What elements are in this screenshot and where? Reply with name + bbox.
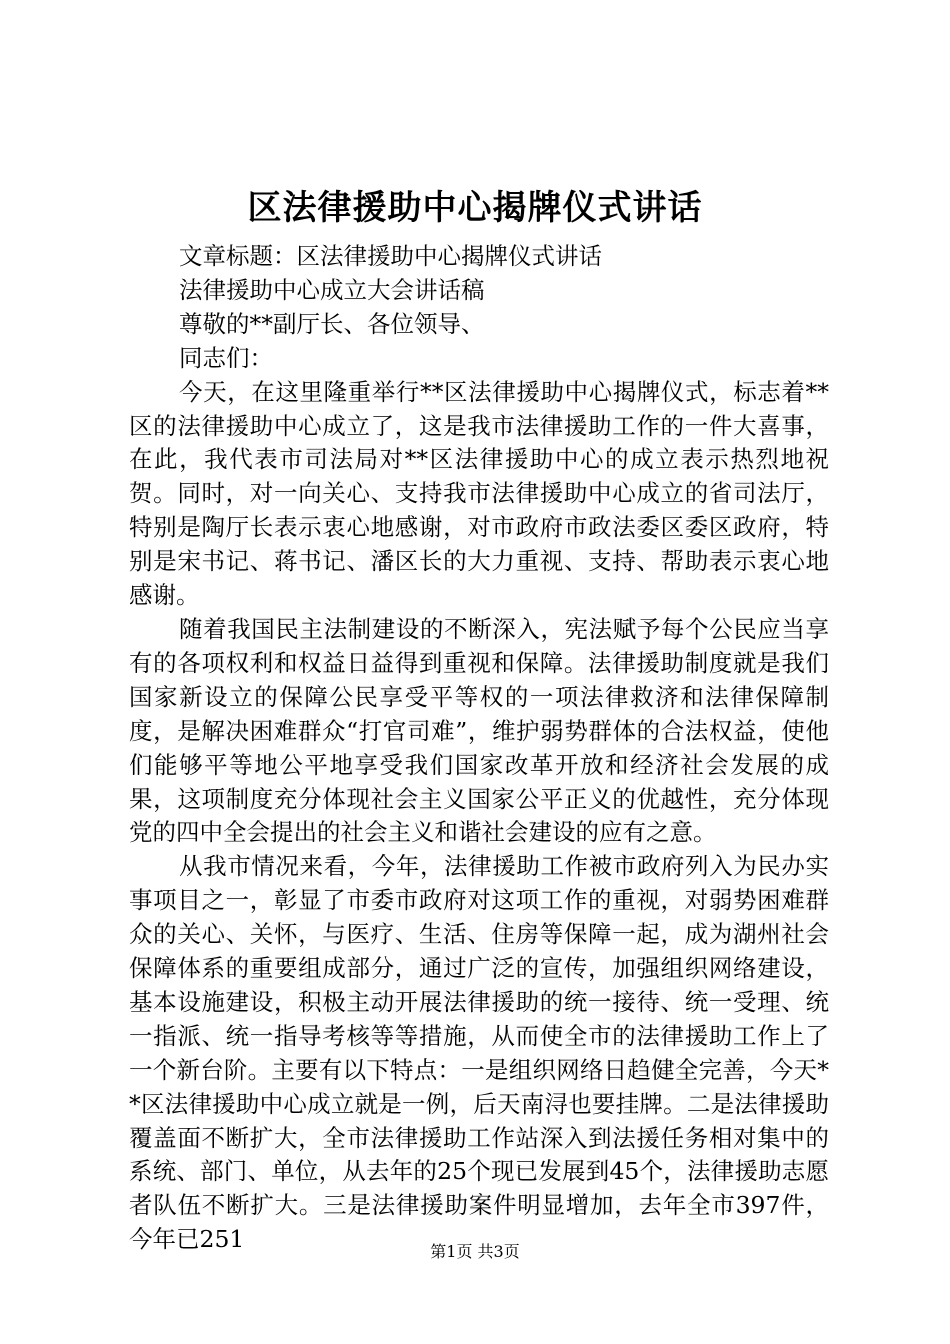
page-footer: 第1页 共3页	[430, 1242, 520, 1261]
speech-subtitle-line: 法律援助中心成立大会讲话稿	[179, 275, 485, 304]
paragraph-city-situation: 从我市情况来看，今年，法律援助工作被市政府列入为民办实事项目之一，彰显了市委市政府对这项工作的重视，对弱势困难群众的关心、关怀，与医疗、生活、住房等保障一起，成为湖州社会保障体系的重要组成部分，通过广泛的宣传，加强组织网络建设，基本设施建设，积极主动开展法律援助的统一接待、统一受理、统一指派、统一指导考核等等措施，从而使全市的法律援助工作上了一个新台阶。主要有以下特点：一是组织网络日趋健全完善，今天**区法律援助中心成立就是一例，后天南浔也要挂牌。二是法律援助覆盖面不断扩大，全市法律援助工作站深入到法援任务相对集中的系统、部门、单位，从去年的25个现已发展到45个，法律援助志愿者队伍不断扩大。三是法律援助案件明显增加，去年全市397件，今年已251	[129, 852, 829, 1254]
salutation-comrades-line: 同志们：	[179, 343, 273, 372]
article-title-line: 文章标题：区法律援助中心揭牌仪式讲话	[179, 242, 602, 270]
document-title: 区法律援助中心揭牌仪式讲话	[247, 188, 703, 228]
document-body	[129, 240, 829, 1257]
paragraph-legal-aid-system: 随着我国民主法制建设的不断深入，宪法赋予每个公民应当享有的各项权利和权益日益得到重视和保障。法律援助制度就是我们国家新设立的保障公民享受平等权的一项法律救济和法律保障制度，是解决困难群众“打官司难”，维护弱势群体的合法权益，使他们能够平等地公平地享受我们国家改革开放和经济社会发展的成果，这项制度充分体现社会主义国家公平正义的优越性，充分体现党的四中全会提出的社会主义和谐社会建设的应有之意。	[129, 614, 829, 847]
paragraph-opening: 今天，在这里隆重举行**区法律援助中心揭牌仪式，标志着**区的法律援助中心成立了，这是我市法律援助工作的一件大喜事，在此，我代表市司法局对**区法律援助中心的成立表示热烈地祝贺。同时，对一向关心、支持我市法律援助中心成立的省司法厅，特别是陶厅长表示衷心地感谢，对市政府市政法委区委区政府，特别是宋书记、蒋书记、潘区长的大力重视、支持、帮助表示衷心地感谢。	[129, 377, 829, 610]
salutation-line: 尊敬的**副厅长、各位领导、	[179, 309, 485, 338]
